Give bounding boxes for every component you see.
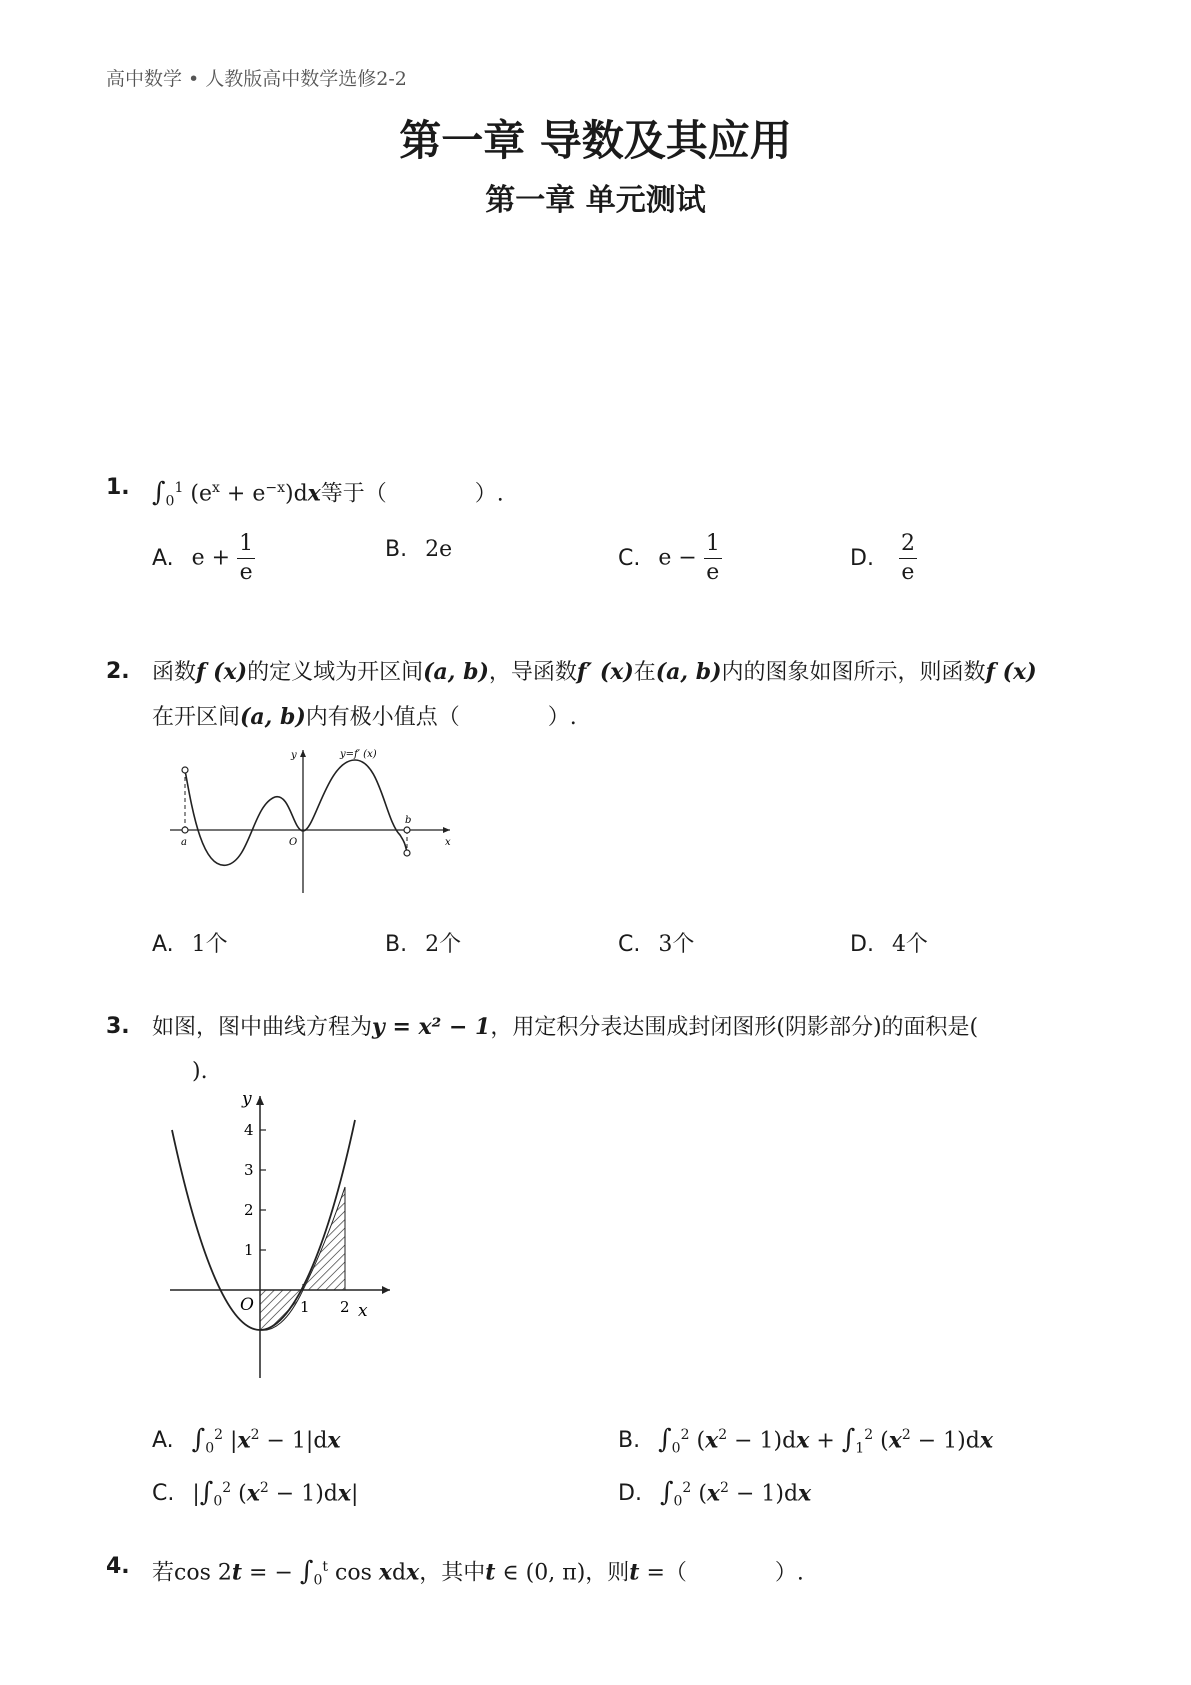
graph-o-label: O [289, 837, 298, 848]
graph-b-label: b [405, 815, 412, 826]
q1-option-a[interactable]: A. e + $\frac{1}{e}$ [152, 531, 254, 585]
tick-x-1: 1 [300, 1298, 310, 1316]
q2-option-b[interactable]: B. 2个 [385, 932, 462, 957]
graph-y-label: y [291, 750, 297, 761]
tick-x-2: 2 [340, 1298, 350, 1316]
graph-a-label: a [181, 837, 187, 848]
question-number: 3. [106, 1014, 130, 1039]
question-number: 1. [106, 475, 130, 500]
q3-option-d[interactable]: D. $\int_0^2$ $(x^2 - 1)dx$ [618, 1477, 812, 1510]
q2-option-d[interactable]: D. 4个 [850, 932, 928, 957]
q2-option-a[interactable]: A. 1个 [152, 932, 228, 957]
parabola-graph [160, 1090, 400, 1380]
question-text: 如图，图中曲线方程为y = x² − 1，用定积分表达围成封闭图形(阴影部分)的面积是( ). [152, 1014, 979, 1084]
question-text: 函数f (x)的定义域为开区间(a, b)，导函数f′ (x)在(a, b)内的图象如图所示，则函数f (x) 在开区间(a, b)内有极小值点（ ）. [152, 659, 1037, 730]
q1-option-b[interactable]: B. 2e [385, 537, 453, 562]
q2-option-c[interactable]: C. 3个 [618, 932, 695, 957]
q1-option-d[interactable]: D. $\frac{2}{e}$ [850, 531, 915, 585]
graph-x-label: x [445, 837, 451, 848]
tick-y-3: 3 [244, 1161, 254, 1179]
page-title: 第一章 导数及其应用 [399, 116, 792, 165]
axis-y-label: y [242, 1090, 252, 1109]
q3-option-c[interactable]: C. $|\int_0^2$ $(x^2 - 1)dx|$ [152, 1477, 359, 1510]
q3-option-b[interactable]: B. $\int_0^2$ $(x^2 - 1)dx + \int_1^2$ $(x^2 - 1)dx$ [618, 1424, 993, 1457]
q1-option-c[interactable]: C. e − $\frac{1}{e}$ [618, 531, 720, 585]
tick-y-2: 2 [244, 1201, 254, 1219]
derivative-graph [165, 745, 465, 895]
graph-curve-label: y=f′ (x) [340, 749, 377, 760]
question-number: 2. [106, 659, 130, 684]
q3-option-a[interactable]: A. $\int_0^2$ $|x^2 - 1|dx$ [152, 1424, 341, 1457]
header-note: 高中数学 • 人教版高中数学选修2-2 [106, 68, 407, 90]
question-text: $\int_0^1$ $(e^x + e^{-x})dx$等于（ ）. [152, 477, 504, 510]
question-text: 若cos 2t = − $\int_0^t$ cos xdx，其中t ∈ (0, π)，则t =（ ）. [152, 1556, 804, 1589]
question-number: 4. [106, 1554, 130, 1579]
tick-y-1: 1 [244, 1241, 254, 1259]
origin-label: O [240, 1295, 254, 1315]
tick-y-4: 4 [244, 1121, 254, 1139]
axis-x-label: x [358, 1301, 368, 1321]
page-subtitle: 第一章 单元测试 [485, 183, 706, 218]
